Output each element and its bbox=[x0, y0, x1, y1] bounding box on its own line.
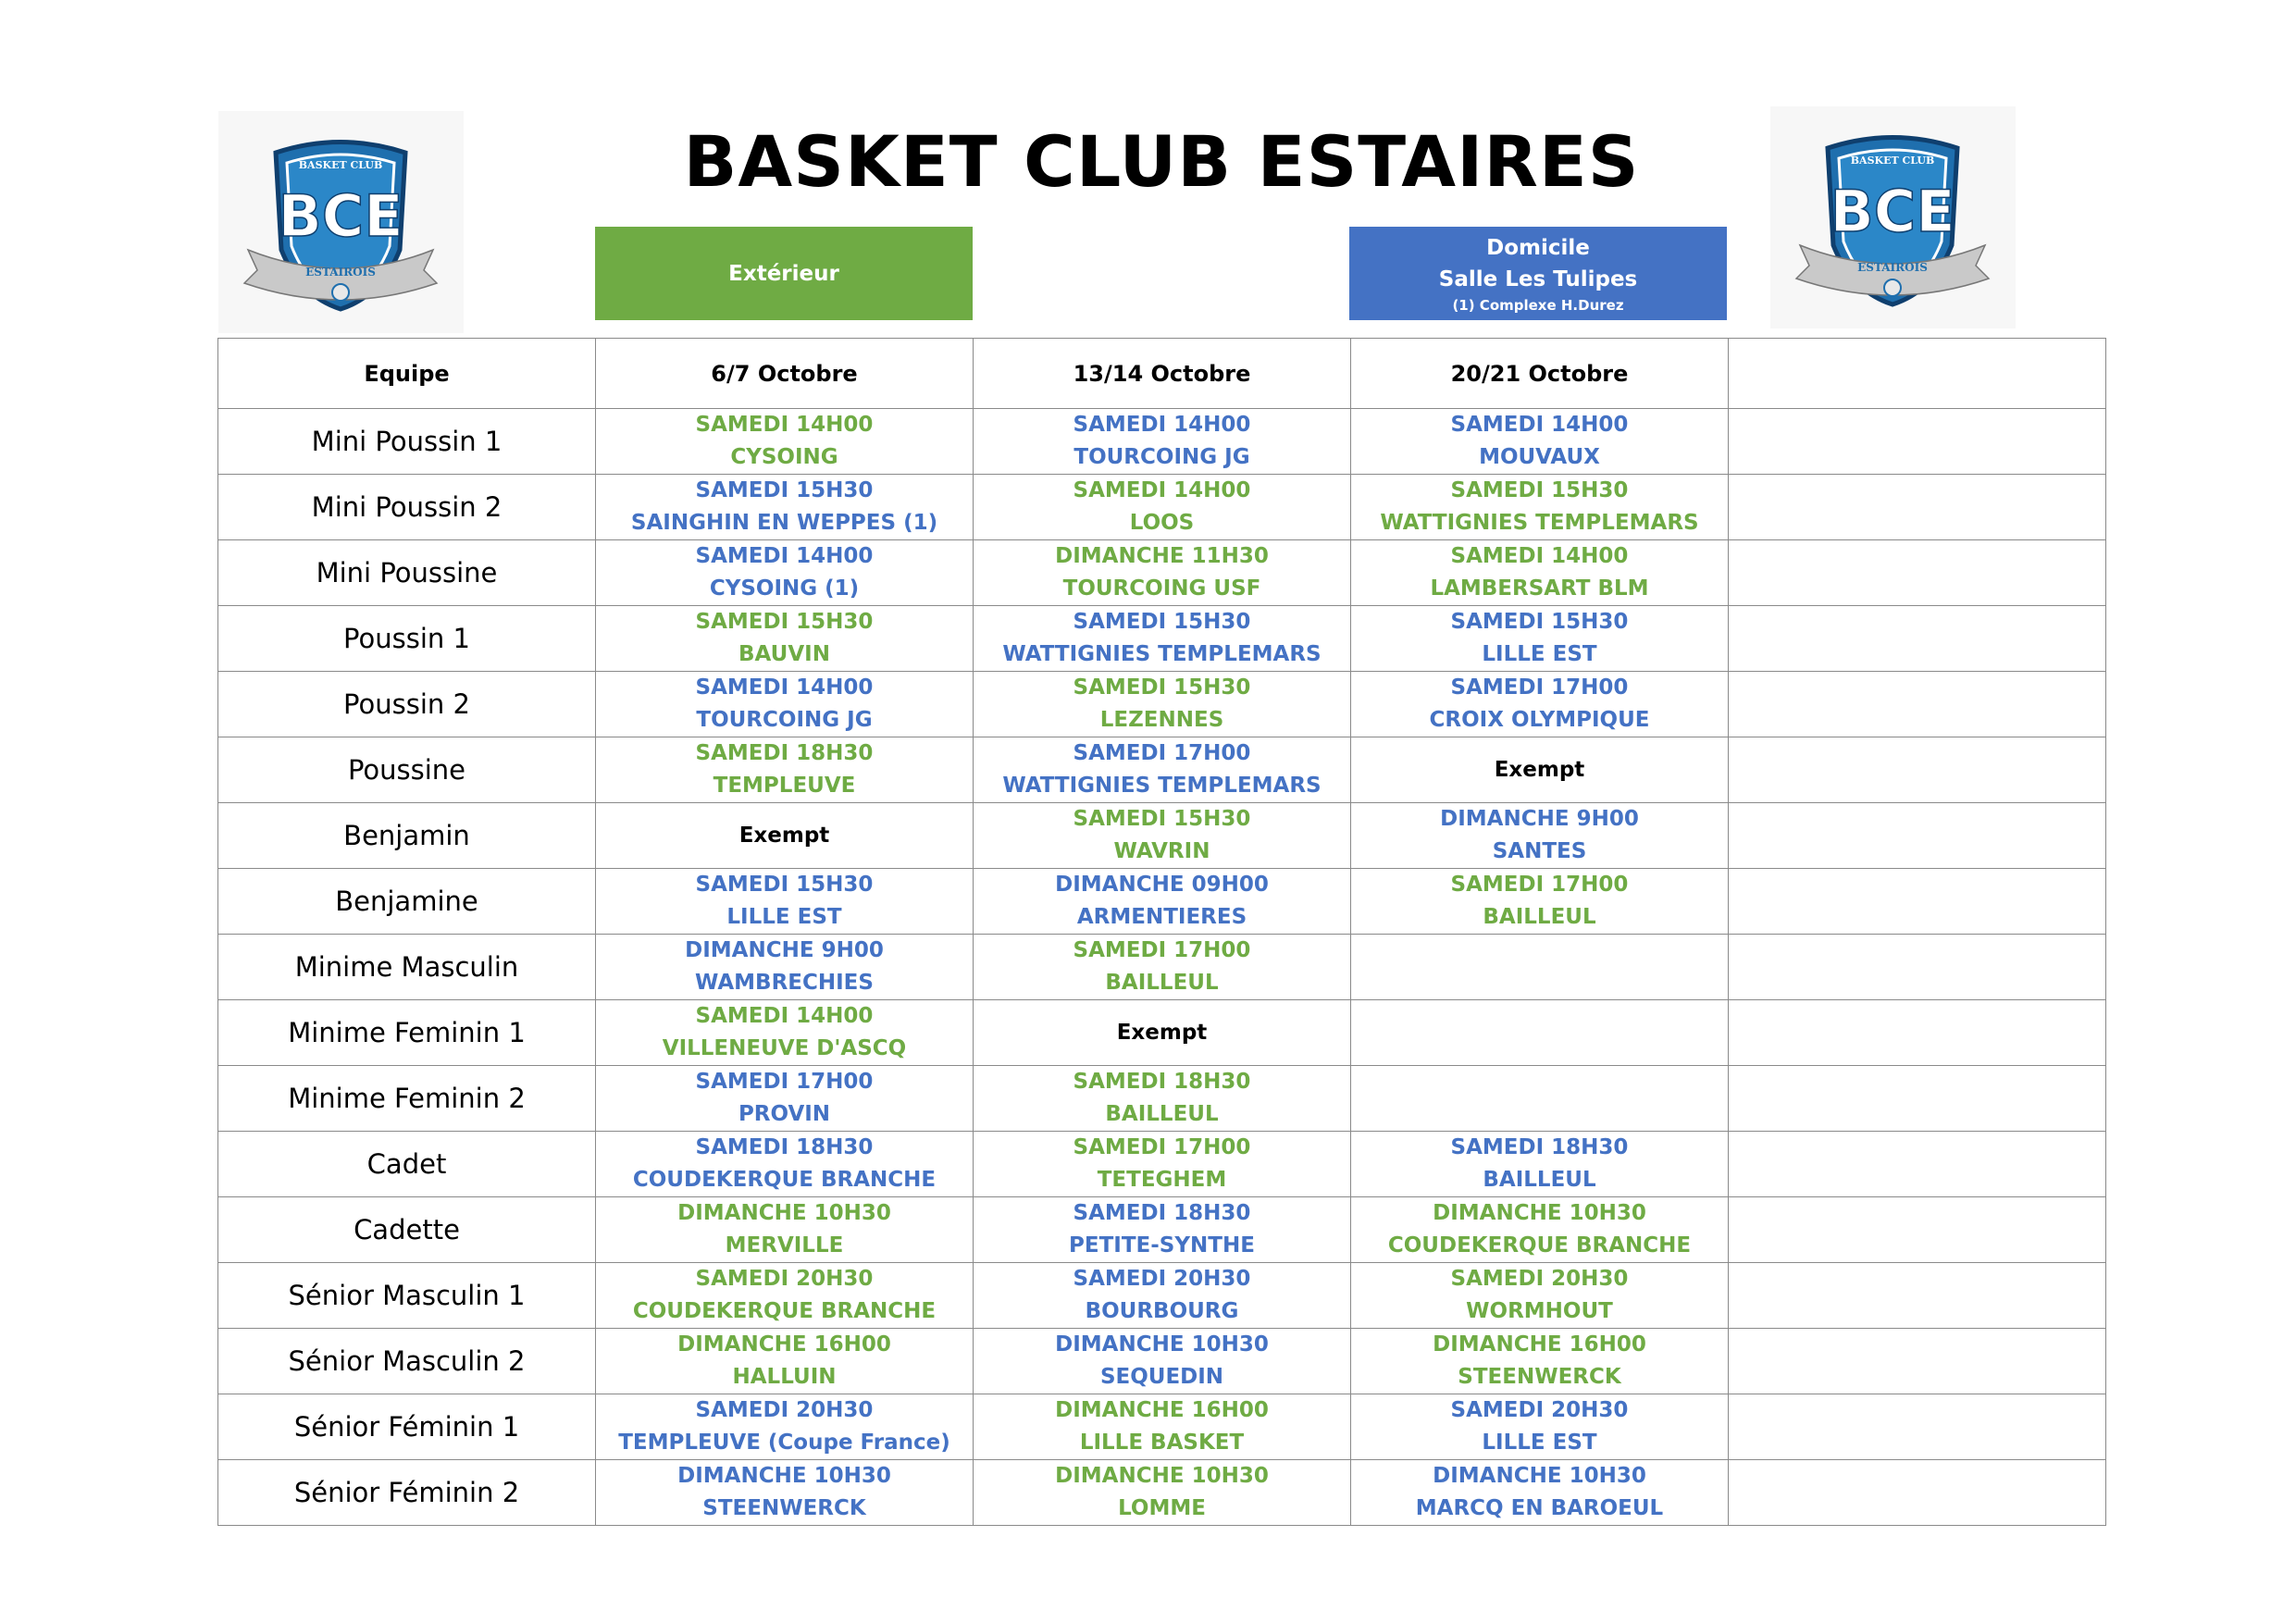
match-cell bbox=[596, 1329, 974, 1394]
column-header: 6/7 Octobre bbox=[596, 339, 974, 409]
team-name: Mini Poussin 2 bbox=[218, 475, 596, 540]
match-cell bbox=[1351, 475, 1729, 540]
legend-home bbox=[1349, 227, 1727, 320]
match-time: DIMANCHE 9H00 bbox=[685, 938, 884, 962]
match-cell bbox=[1351, 1197, 1729, 1263]
match-cell bbox=[974, 540, 1351, 606]
match-cell bbox=[596, 737, 974, 803]
match-cell bbox=[596, 1000, 974, 1066]
match-opponent: MARCQ EN BAROEUL bbox=[1415, 1496, 1664, 1520]
match-time: DIMANCHE 10H30 bbox=[1055, 1464, 1269, 1488]
match-time: SAMEDI 15H30 bbox=[1073, 675, 1251, 700]
match-time: SAMEDI 17H00 bbox=[1073, 938, 1251, 962]
match-cell bbox=[1351, 409, 1729, 475]
table-row bbox=[218, 1263, 2106, 1329]
match-opponent: WATTIGNIES TEMPLEMARS bbox=[1380, 511, 1699, 535]
match-opponent: MOUVAUX bbox=[1479, 445, 1600, 469]
match-cell bbox=[1351, 737, 1729, 803]
match-opponent: COUDEKERQUE BRANCHE bbox=[632, 1168, 937, 1192]
exempt-label: Exempt bbox=[1494, 758, 1585, 782]
match-opponent: COUDEKERQUE BRANCHE bbox=[632, 1299, 937, 1323]
match-cell bbox=[1729, 672, 2106, 737]
match-opponent: WAMBRECHIES bbox=[695, 971, 874, 995]
match-time: SAMEDI 15H30 bbox=[695, 610, 874, 634]
match-cell bbox=[596, 1132, 974, 1197]
table-row bbox=[218, 1066, 2106, 1132]
match-opponent: PETITE-SYNTHE bbox=[1069, 1233, 1255, 1258]
match-opponent: LEZENNES bbox=[1099, 708, 1224, 732]
match-opponent: WATTIGNIES TEMPLEMARS bbox=[1002, 774, 1322, 798]
column-header: 20/21 Octobre bbox=[1351, 339, 1729, 409]
match-opponent: LILLE EST bbox=[1482, 1431, 1597, 1455]
team-name: Minime Feminin 2 bbox=[218, 1066, 596, 1132]
team-name: Cadette bbox=[218, 1197, 596, 1263]
match-time: DIMANCHE 9H00 bbox=[1440, 807, 1639, 831]
match-time: SAMEDI 20H30 bbox=[1073, 1267, 1251, 1291]
match-opponent: WORMHOUT bbox=[1466, 1299, 1613, 1323]
match-opponent: CYSOING bbox=[730, 445, 838, 469]
match-cell bbox=[596, 1263, 974, 1329]
match-opponent: CYSOING (1) bbox=[709, 576, 860, 601]
match-cell bbox=[1729, 1000, 2106, 1066]
team-name: Benjamin bbox=[218, 803, 596, 869]
match-cell bbox=[1729, 1132, 2106, 1197]
match-time: DIMANCHE 16H00 bbox=[1433, 1332, 1646, 1357]
match-cell bbox=[1729, 475, 2106, 540]
match-time: SAMEDI 15H30 bbox=[695, 478, 874, 502]
team-name: Benjamine bbox=[218, 869, 596, 935]
match-opponent: CROIX OLYMPIQUE bbox=[1429, 708, 1650, 732]
svg-text:ESTAIROIS: ESTAIROIS bbox=[1857, 261, 1928, 274]
match-cell bbox=[596, 869, 974, 935]
match-time: SAMEDI 15H30 bbox=[1450, 478, 1629, 502]
match-cell bbox=[596, 803, 974, 869]
match-time: SAMEDI 14H00 bbox=[695, 413, 874, 437]
team-name: Sénior Féminin 1 bbox=[218, 1394, 596, 1460]
table-header-row bbox=[218, 339, 2106, 409]
match-cell bbox=[1729, 803, 2106, 869]
match-time: SAMEDI 14H00 bbox=[1073, 413, 1251, 437]
match-opponent: SAINGHIN EN WEPPES (1) bbox=[630, 511, 938, 535]
match-time: SAMEDI 14H00 bbox=[695, 675, 874, 700]
match-cell bbox=[974, 869, 1351, 935]
match-cell bbox=[596, 935, 974, 1000]
match-cell bbox=[1729, 1329, 2106, 1394]
match-cell bbox=[974, 1263, 1351, 1329]
match-opponent: SEQUEDIN bbox=[1099, 1365, 1224, 1389]
table-row bbox=[218, 1132, 2106, 1197]
match-cell bbox=[974, 1000, 1351, 1066]
match-cell bbox=[1729, 1460, 2106, 1526]
match-time: SAMEDI 15H30 bbox=[1073, 610, 1251, 634]
match-cell bbox=[596, 409, 974, 475]
match-cell bbox=[974, 1394, 1351, 1460]
match-time: SAMEDI 17H00 bbox=[695, 1070, 874, 1094]
match-cell bbox=[974, 1197, 1351, 1263]
match-time: SAMEDI 20H30 bbox=[1450, 1398, 1629, 1422]
match-cell bbox=[974, 1132, 1351, 1197]
match-time: DIMANCHE 10H30 bbox=[1433, 1464, 1646, 1488]
table-row bbox=[218, 606, 2106, 672]
table-row bbox=[218, 1197, 2106, 1263]
match-opponent: HALLUIN bbox=[732, 1365, 837, 1389]
svg-text:BCE: BCE bbox=[1830, 178, 1955, 245]
match-cell bbox=[1729, 869, 2106, 935]
match-opponent: TEMPLEUVE bbox=[713, 774, 856, 798]
match-time: DIMANCHE 16H00 bbox=[677, 1332, 891, 1357]
match-cell bbox=[596, 1197, 974, 1263]
match-time: DIMANCHE 10H30 bbox=[1055, 1332, 1269, 1357]
match-opponent: SANTES bbox=[1492, 839, 1587, 863]
match-time: SAMEDI 15H30 bbox=[695, 873, 874, 897]
match-cell bbox=[1351, 540, 1729, 606]
match-time: SAMEDI 14H00 bbox=[695, 1004, 874, 1028]
match-time: DIMANCHE 10H30 bbox=[677, 1201, 891, 1225]
table-row bbox=[218, 1000, 2106, 1066]
match-time: DIMANCHE 16H00 bbox=[1055, 1398, 1269, 1422]
match-opponent: LILLE EST bbox=[1482, 642, 1597, 666]
match-time: SAMEDI 14H00 bbox=[1073, 478, 1251, 502]
basketball-shield-icon bbox=[218, 111, 464, 333]
match-cell bbox=[1729, 409, 2106, 475]
match-time: SAMEDI 15H30 bbox=[1450, 610, 1629, 634]
column-header: Equipe bbox=[218, 339, 596, 409]
match-opponent: BAILLEUL bbox=[1105, 971, 1219, 995]
match-cell bbox=[1351, 935, 1729, 1000]
schedule-table bbox=[217, 338, 2106, 1526]
club-logo-right bbox=[1770, 106, 2016, 328]
legend-away bbox=[595, 227, 973, 320]
match-cell bbox=[596, 1394, 974, 1460]
match-cell bbox=[596, 1066, 974, 1132]
exempt-label: Exempt bbox=[1116, 1021, 1208, 1045]
table-row bbox=[218, 869, 2106, 935]
match-cell bbox=[974, 935, 1351, 1000]
match-time: SAMEDI 18H30 bbox=[695, 741, 874, 765]
table-row bbox=[218, 935, 2106, 1000]
table-row bbox=[218, 475, 2106, 540]
legend-home-venue: Salle Les Tulipes bbox=[1438, 266, 1638, 291]
match-opponent: WAVRIN bbox=[1113, 839, 1210, 863]
match-cell bbox=[974, 475, 1351, 540]
match-opponent: BAILLEUL bbox=[1483, 1168, 1596, 1192]
match-opponent: BOURBOURG bbox=[1085, 1299, 1239, 1323]
match-cell bbox=[1729, 1197, 2106, 1263]
match-opponent: COUDEKERQUE BRANCHE bbox=[1387, 1233, 1692, 1258]
match-time: SAMEDI 20H30 bbox=[695, 1398, 874, 1422]
match-opponent: STEENWERCK bbox=[1458, 1365, 1621, 1389]
team-name: Sénior Féminin 2 bbox=[218, 1460, 596, 1526]
match-opponent: LILLE BASKET bbox=[1079, 1431, 1245, 1455]
match-time: SAMEDI 15H30 bbox=[1073, 807, 1251, 831]
table-row bbox=[218, 672, 2106, 737]
match-opponent: TOURCOING USF bbox=[1062, 576, 1261, 601]
match-opponent: WATTIGNIES TEMPLEMARS bbox=[1002, 642, 1322, 666]
team-name: Poussin 2 bbox=[218, 672, 596, 737]
table-row bbox=[218, 803, 2106, 869]
match-opponent: LOMME bbox=[1118, 1496, 1206, 1520]
team-name: Minime Feminin 1 bbox=[218, 1000, 596, 1066]
team-name: Poussine bbox=[218, 737, 596, 803]
match-cell bbox=[1729, 737, 2106, 803]
svg-text:ESTAIROIS: ESTAIROIS bbox=[305, 266, 376, 279]
match-cell bbox=[1729, 1066, 2106, 1132]
match-cell bbox=[596, 540, 974, 606]
team-name: Sénior Masculin 2 bbox=[218, 1329, 596, 1394]
match-time: DIMANCHE 10H30 bbox=[1433, 1201, 1646, 1225]
match-cell bbox=[596, 606, 974, 672]
match-cell bbox=[1729, 540, 2106, 606]
match-cell bbox=[1351, 1263, 1729, 1329]
match-time: SAMEDI 18H30 bbox=[1073, 1201, 1251, 1225]
match-cell bbox=[974, 409, 1351, 475]
match-time: SAMEDI 17H00 bbox=[1450, 873, 1629, 897]
match-time: SAMEDI 17H00 bbox=[1073, 1135, 1251, 1159]
exempt-label: Exempt bbox=[738, 824, 830, 848]
match-cell bbox=[1351, 1329, 1729, 1394]
match-time: SAMEDI 20H30 bbox=[1450, 1267, 1629, 1291]
match-opponent: BAUVIN bbox=[738, 642, 830, 666]
team-name: Mini Poussin 1 bbox=[218, 409, 596, 475]
match-cell bbox=[1351, 1394, 1729, 1460]
schedule-body bbox=[218, 409, 2106, 1526]
match-cell bbox=[1351, 869, 1729, 935]
match-cell bbox=[1729, 1263, 2106, 1329]
match-time: DIMANCHE 10H30 bbox=[677, 1464, 891, 1488]
table-row bbox=[218, 737, 2106, 803]
match-cell bbox=[1729, 606, 2106, 672]
match-cell bbox=[974, 803, 1351, 869]
legend-home-note: (1) Complexe H.Durez bbox=[1452, 296, 1624, 314]
match-cell bbox=[1351, 1000, 1729, 1066]
match-cell bbox=[1729, 935, 2106, 1000]
team-name: Minime Masculin bbox=[218, 935, 596, 1000]
legend-away-label: Extérieur bbox=[728, 261, 839, 286]
match-cell bbox=[596, 1460, 974, 1526]
match-opponent: LILLE EST bbox=[726, 905, 842, 929]
match-time: SAMEDI 17H00 bbox=[1450, 675, 1629, 700]
column-header bbox=[1729, 339, 2106, 409]
match-cell bbox=[1351, 606, 1729, 672]
svg-text:BCE: BCE bbox=[278, 182, 403, 250]
match-time: SAMEDI 18H30 bbox=[1450, 1135, 1629, 1159]
match-opponent: TOURCOING JG bbox=[1074, 445, 1250, 469]
team-name: Cadet bbox=[218, 1132, 596, 1197]
table-row bbox=[218, 409, 2106, 475]
match-time: SAMEDI 14H00 bbox=[1450, 413, 1629, 437]
match-opponent: LOOS bbox=[1129, 511, 1195, 535]
table-row bbox=[218, 1460, 2106, 1526]
match-cell bbox=[1351, 803, 1729, 869]
match-time: SAMEDI 14H00 bbox=[1450, 544, 1629, 568]
team-name: Poussin 1 bbox=[218, 606, 596, 672]
club-logo-left bbox=[218, 111, 464, 333]
match-opponent: PROVIN bbox=[738, 1102, 831, 1126]
match-cell bbox=[1351, 672, 1729, 737]
match-opponent: VILLENEUVE D'ASCQ bbox=[662, 1036, 907, 1060]
match-time: SAMEDI 18H30 bbox=[695, 1135, 874, 1159]
table-row bbox=[218, 1329, 2106, 1394]
match-time: DIMANCHE 11H30 bbox=[1055, 544, 1269, 568]
legend-home-label: Domicile bbox=[1486, 235, 1590, 260]
match-time: SAMEDI 20H30 bbox=[695, 1267, 874, 1291]
match-cell bbox=[974, 1460, 1351, 1526]
match-cell bbox=[974, 737, 1351, 803]
match-cell bbox=[1351, 1460, 1729, 1526]
match-opponent: BAILLEUL bbox=[1483, 905, 1596, 929]
match-time: SAMEDI 18H30 bbox=[1073, 1070, 1251, 1094]
match-opponent: BAILLEUL bbox=[1105, 1102, 1219, 1126]
match-cell bbox=[596, 475, 974, 540]
match-cell bbox=[974, 1329, 1351, 1394]
basketball-shield-icon bbox=[1770, 106, 2016, 328]
team-name: Mini Poussine bbox=[218, 540, 596, 606]
match-opponent: LAMBERSART BLM bbox=[1430, 576, 1649, 601]
match-cell bbox=[1351, 1132, 1729, 1197]
table-row bbox=[218, 540, 2106, 606]
match-cell bbox=[974, 672, 1351, 737]
column-header: 13/14 Octobre bbox=[974, 339, 1351, 409]
table-row bbox=[218, 1394, 2106, 1460]
match-opponent: TEMPLEUVE (Coupe France) bbox=[618, 1431, 950, 1455]
match-opponent: MERVILLE bbox=[725, 1233, 844, 1258]
match-cell bbox=[974, 1066, 1351, 1132]
page-title: BASKET CLUB ESTAIRES bbox=[683, 120, 1640, 203]
match-time: SAMEDI 17H00 bbox=[1073, 741, 1251, 765]
team-name: Sénior Masculin 1 bbox=[218, 1263, 596, 1329]
svg-text:BASKET CLUB: BASKET CLUB bbox=[1850, 155, 1935, 167]
match-opponent: STEENWERCK bbox=[702, 1496, 866, 1520]
svg-text:BASKET CLUB: BASKET CLUB bbox=[298, 159, 383, 171]
match-cell bbox=[596, 672, 974, 737]
match-opponent: TOURCOING JG bbox=[696, 708, 873, 732]
match-cell bbox=[974, 606, 1351, 672]
match-time: SAMEDI 14H00 bbox=[695, 544, 874, 568]
match-time: DIMANCHE 09H00 bbox=[1055, 873, 1269, 897]
match-opponent: TETEGHEM bbox=[1097, 1168, 1227, 1192]
match-opponent: ARMENTIERES bbox=[1076, 905, 1247, 929]
match-cell bbox=[1351, 1066, 1729, 1132]
match-cell bbox=[1729, 1394, 2106, 1460]
